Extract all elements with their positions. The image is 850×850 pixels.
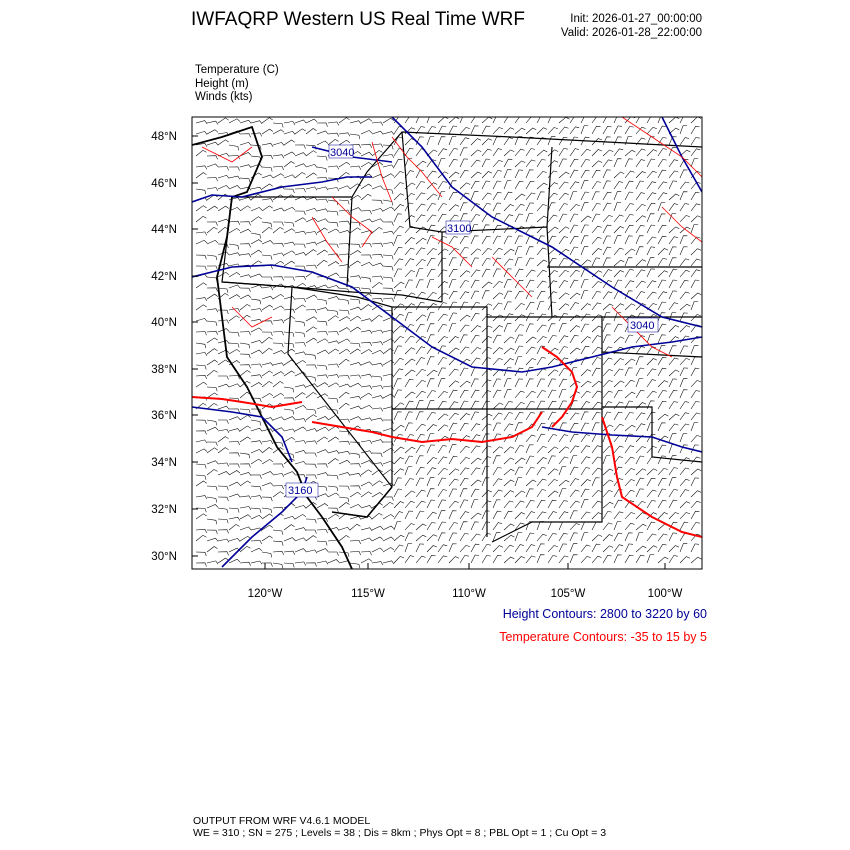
height-label-3100: 3100 (447, 223, 472, 235)
map-title: IWFAQRP Western US Real Time WRF (191, 9, 525, 30)
height-label-3040-east: 3040 (630, 320, 655, 332)
temperature-contour-legend: Temperature Contours: -35 to 15 by 5 (499, 630, 707, 644)
height-label-3160: 3160 (288, 485, 313, 497)
lat-label-42: 42°N (151, 271, 177, 283)
variable-temperature: Temperature (C) (195, 64, 279, 76)
height-contour-legend: Height Contours: 2800 to 3220 by 60 (502, 607, 707, 621)
lat-label-36: 36°N (151, 410, 177, 422)
model-footer-details: WE = 310 ; SN = 275 ; Levels = 38 ; Dis = 8km ; Phys Opt = 8 ; PBL Opt = 1 ; Cu Opt = 3 (193, 827, 607, 839)
lon-label-100: 100°W (647, 588, 683, 600)
lon-label-115: 115°W (351, 588, 385, 600)
lon-label-120: 120°W (247, 588, 283, 600)
lon-label-105: 105°W (550, 588, 586, 600)
lat-label-38: 38°N (151, 364, 177, 376)
lat-label-46: 46°N (151, 178, 177, 190)
variable-height: Height (m) (195, 78, 249, 90)
height-label-3040-north: 3040 (330, 147, 355, 159)
lat-label-32: 32°N (151, 504, 177, 516)
lat-label-48: 48°N (151, 131, 177, 143)
variable-winds: Winds (kts) (195, 91, 253, 103)
valid-time: Valid: 2026-01-28_22:00:00 (560, 27, 702, 39)
lon-label-110: 110°W (452, 588, 486, 600)
init-time: Init: 2026-01-27_00:00:00 (570, 13, 702, 25)
lat-label-30: 30°N (151, 551, 177, 563)
lat-label-44: 44°N (151, 224, 177, 236)
lat-label-40: 40°N (151, 317, 177, 329)
lat-label-34: 34°N (151, 457, 177, 469)
model-footer-title: OUTPUT FROM WRF V4.6.1 MODEL (193, 815, 371, 827)
